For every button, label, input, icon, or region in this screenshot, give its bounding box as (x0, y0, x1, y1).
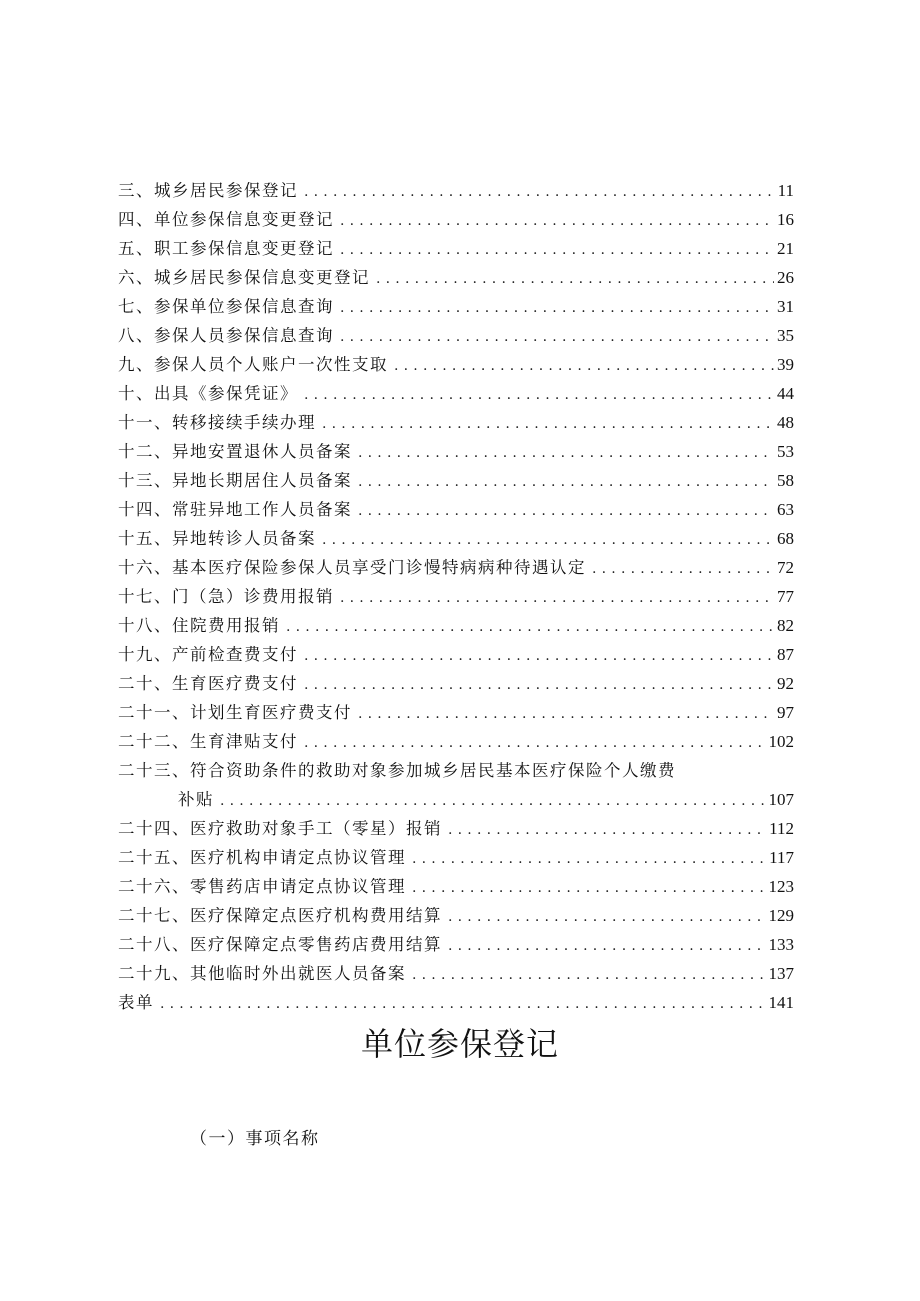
toc-leader-dots (394, 352, 774, 381)
toc-entry[interactable] (118, 640, 794, 669)
toc-leader-dots (340, 323, 774, 352)
toc-page-number: 117 (769, 848, 794, 867)
toc-leader-dots (412, 961, 766, 990)
toc-entry[interactable] (118, 727, 794, 756)
toc-entry[interactable] (118, 408, 794, 437)
toc-page-number: 48 (777, 413, 794, 432)
toc-entry-title: 十四、常驻异地工作人员备案 (118, 500, 352, 519)
toc-entry[interactable] (118, 524, 794, 553)
toc-page-number: 112 (769, 819, 794, 838)
toc-leader-dots (340, 584, 774, 613)
toc-entry-title: 十二、异地安置退休人员备案 (118, 442, 352, 461)
table-of-contents (118, 176, 794, 1017)
toc-entry-title: 二十三、符合资助条件的救助对象参加城乡居民基本医疗保险个人缴费 (118, 761, 676, 780)
toc-entry[interactable] (118, 930, 794, 959)
toc-entry[interactable] (118, 205, 794, 234)
toc-leader-dots (358, 700, 774, 729)
toc-page-number: 123 (768, 877, 794, 896)
toc-page-number: 97 (777, 703, 794, 722)
toc-entry-title: 四、单位参保信息变更登记 (118, 210, 334, 229)
toc-page-number: 133 (768, 935, 794, 954)
toc-entry[interactable] (118, 350, 794, 379)
toc-entry[interactable] (118, 611, 794, 640)
toc-entry[interactable] (118, 176, 794, 205)
toc-page-number: 21 (777, 239, 794, 258)
toc-entry-title: 十一、转移接续手续办理 (118, 413, 316, 432)
toc-entry-title: 六、城乡居民参保信息变更登记 (118, 268, 370, 287)
toc-page-number: 63 (777, 500, 794, 519)
toc-entry[interactable] (118, 292, 794, 321)
section-heading: 单位参保登记 (360, 1025, 559, 1063)
toc-entry[interactable] (118, 553, 794, 582)
toc-entry[interactable] (118, 466, 794, 495)
toc-entry-title: 二十七、医疗保障定点医疗机构费用结算 (118, 906, 442, 925)
toc-page-number: 77 (777, 587, 794, 606)
toc-entry-title: 补贴 (178, 790, 214, 809)
toc-page-number: 53 (777, 442, 794, 461)
toc-leader-dots (322, 410, 774, 439)
toc-entry-title: 二十五、医疗机构申请定点协议管理 (118, 848, 406, 867)
toc-entry[interactable] (118, 234, 794, 263)
toc-page-number: 129 (768, 906, 794, 925)
toc-entry-title: 五、职工参保信息变更登记 (118, 239, 334, 258)
toc-page-number: 58 (777, 471, 794, 490)
toc-entry-title: 二十六、零售药店申请定点协议管理 (118, 877, 406, 896)
toc-leader-dots (304, 729, 766, 758)
toc-leader-dots (340, 236, 774, 265)
toc-leader-dots (376, 265, 774, 294)
toc-page-number: 107 (768, 790, 794, 809)
toc-leader-dots (340, 294, 774, 323)
toc-entry-title: 二十四、医疗救助对象手工（零星）报销 (118, 819, 442, 838)
toc-page-number: 35 (777, 326, 794, 345)
toc-page-number: 137 (768, 964, 794, 983)
toc-page-number: 26 (777, 268, 794, 287)
toc-page-number: 87 (777, 645, 794, 664)
toc-entry[interactable] (118, 495, 794, 524)
toc-entry[interactable] (118, 843, 794, 872)
toc-page-number: 16 (777, 210, 794, 229)
toc-leader-dots (412, 874, 766, 903)
toc-entry-title: 二十二、生育津贴支付 (118, 732, 298, 751)
toc-leader-dots (358, 468, 774, 497)
toc-leader-dots (448, 903, 766, 932)
toc-page-number: 44 (777, 384, 794, 403)
toc-leader-dots (412, 845, 766, 874)
toc-leader-dots (286, 613, 774, 642)
toc-leader-dots (340, 207, 774, 236)
toc-page-number: 141 (768, 993, 794, 1012)
toc-page-number: 68 (777, 529, 794, 548)
toc-entry-title: 十七、门（急）诊费用报销 (118, 587, 334, 606)
toc-leader-dots (220, 787, 766, 816)
toc-entry[interactable] (118, 379, 794, 408)
toc-leader-dots (358, 497, 774, 526)
toc-entry-title: 表单 (118, 993, 154, 1012)
toc-page-number: 72 (777, 558, 794, 577)
toc-entry[interactable] (118, 814, 794, 843)
toc-entry-title: 十九、产前检查费支付 (118, 645, 298, 664)
toc-entry-title: 二十九、其他临时外出就医人员备案 (118, 964, 406, 983)
toc-page-number: 31 (777, 297, 794, 316)
toc-entry[interactable] (118, 988, 794, 1017)
toc-entry-title: 七、参保单位参保信息查询 (118, 297, 334, 316)
toc-leader-dots (160, 990, 766, 1019)
toc-entry-title: 九、参保人员个人账户一次性支取 (118, 355, 388, 374)
toc-leader-dots (448, 932, 766, 961)
toc-leader-dots (592, 555, 774, 584)
toc-entry-title: 二十八、医疗保障定点零售药店费用结算 (118, 935, 442, 954)
toc-entry-title: 三、城乡居民参保登记 (118, 181, 298, 200)
toc-entry[interactable] (118, 901, 794, 930)
toc-entry-title: 二十一、计划生育医疗费支付 (118, 703, 352, 722)
toc-entry[interactable] (118, 756, 794, 785)
toc-entry[interactable] (118, 785, 794, 814)
toc-entry-title: 十六、基本医疗保险参保人员享受门诊慢特病病种待遇认定 (118, 558, 586, 577)
toc-entry[interactable] (118, 872, 794, 901)
toc-leader-dots (304, 642, 774, 671)
toc-page-number: 102 (768, 732, 794, 751)
toc-page-number: 39 (777, 355, 794, 374)
toc-entry[interactable] (118, 698, 794, 727)
toc-leader-dots (358, 439, 774, 468)
toc-entry-title: 十五、异地转诊人员备案 (118, 529, 316, 548)
toc-entry[interactable] (118, 321, 794, 350)
toc-page-number: 92 (777, 674, 794, 693)
toc-page-number: 82 (777, 616, 794, 635)
toc-leader-dots (448, 816, 766, 845)
toc-entry-title: 十三、异地长期居住人员备案 (118, 471, 352, 490)
toc-entry[interactable] (118, 263, 794, 292)
toc-leader-dots (304, 178, 775, 207)
toc-page-number: 11 (777, 181, 794, 200)
toc-entry-title: 十、出具《参保凭证》 (118, 384, 298, 403)
toc-leader-dots (304, 381, 774, 410)
toc-leader-dots (322, 526, 774, 555)
toc-entry-title: 二十、生育医疗费支付 (118, 674, 298, 693)
toc-entry-title: 八、参保人员参保信息查询 (118, 326, 334, 345)
toc-leader-dots (304, 671, 774, 700)
toc-entry[interactable] (118, 437, 794, 466)
toc-entry-title: 十八、住院费用报销 (118, 616, 280, 635)
toc-entry[interactable] (118, 669, 794, 698)
toc-entry[interactable] (118, 959, 794, 988)
item-subheading: （一）事项名称 (190, 1129, 320, 1149)
toc-entry[interactable] (118, 582, 794, 611)
